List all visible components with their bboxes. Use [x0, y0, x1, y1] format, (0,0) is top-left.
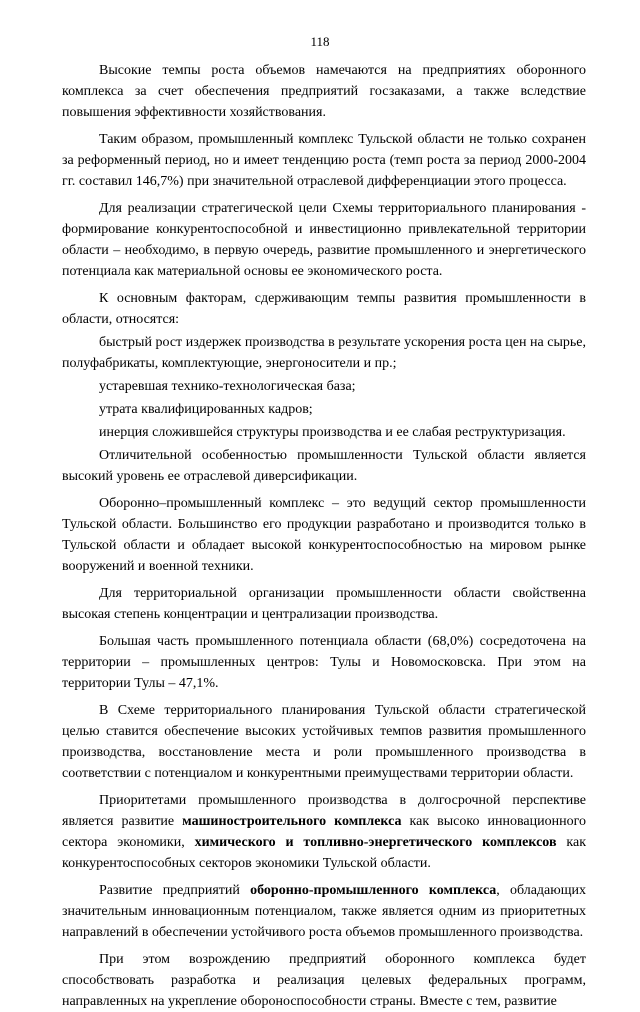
paragraph-concentration: Для территориальной организации промышленности области свойственна высокая степень концентрации и централизации производства.	[62, 586, 586, 622]
paragraph-industry-growth: Таким образом, промышленный комплекс Тульской области не только сохранен за реформенный период, но и имеет тенденцию роста (темп роста за период 2000-2004 гг. составил 146,7%) при значительной отраслевой дифференциации этого процесса.	[62, 132, 586, 189]
text-span: Приоритетами промышленного производства в долгосрочной перспективе является развитие	[62, 793, 586, 829]
paragraph-defense-complex: Оборонно–промышленный комплекс – это ведущий сектор промышленности Тульской области. Большинство его продукции разработано и производится только в Тульской области и обладает высокой конкурентоспособностью на мировом рынке вооружений и военной техники.	[62, 496, 586, 574]
paragraph-diversification: Отличительной особенностью промышленности Тульской области является высокий уровень ее отраслевой диверсификации.	[62, 448, 586, 484]
paragraph-federal-programs: При этом возрождению предприятий оборонного комплекса будет способствовать разработка и реализация целевых федеральных программ, направленных на укрепление обороноспособности страны. Вместе с тем, развитие	[62, 952, 586, 1009]
paragraph-strategic-target: В Схеме территориального планирования Тульской области стратегической целью ставится обеспечение высоких устойчивых темпов развития промышленного производства, восстановление места и роли промышленного производства в соответствии с потенциалом и конкурентными преимуществами территории области.	[62, 703, 586, 781]
text-span: , обладающих значительным инновационным потенциалом, также является одним из приоритетных направлений в обеспечении устойчивого роста объемов промышленного производства.	[62, 883, 586, 940]
text-span: как конкурентоспособных секторов экономики Тульской области.	[62, 835, 587, 871]
paragraph-strategic-goal: Для реализации стратегической цели Схемы территориального планирования - формирование конкурентоспособной и инвестиционно привлекательной территории области – необходимо, в первую очередь, развитие промышленного и энергетического потенциала как материальной основы ее экономического роста.	[62, 201, 586, 279]
bold-defense-complex: оборонно-промышленного комплекса	[250, 883, 497, 898]
bold-chemical-fuel: химического и топливно-энергетического комплексов	[194, 835, 557, 850]
list-item-costs: быстрый рост издержек производства в результате ускорения роста цен на сырье, полуфабрикаты, комплектующие, энергоносители и пр.;	[62, 335, 586, 371]
paragraph-priorities	[62, 790, 586, 874]
list-item-staff-loss: утрата квалифицированных кадров;	[99, 402, 313, 417]
list-item-inertia: инерция сложившейся структуры производства и ее слабая реструктуризация.	[99, 425, 566, 440]
paragraph-factors-intro: К основным факторам, сдерживающим темпы развития промышленности в области, относятся:	[62, 291, 586, 327]
page-body	[62, 60, 586, 1012]
text-span: Развитие предприятий	[99, 883, 251, 898]
bold-machine-building: машиностроительного комплекса	[182, 814, 402, 829]
paragraph-defense-growth: Высокие темпы роста объемов намечаются на предприятиях оборонного комплекса за счет обеспечения предприятий госзаказами, а также вследствие повышения эффективности хозяйствования.	[62, 63, 586, 120]
page-number: 118	[310, 34, 330, 49]
paragraph-industrial-centers: Большая часть промышленного потенциала области (68,0%) сосредоточена на территории – промышленных центров: Тулы и Новомосковска. При этом на территории Тулы – 47,1%.	[62, 634, 586, 691]
paragraph-defense-priority	[62, 880, 586, 943]
text-span: как высоко инновационного сектора экономики,	[62, 814, 586, 850]
list-item-outdated-base: устаревшая технико-технологическая база;	[99, 379, 356, 394]
